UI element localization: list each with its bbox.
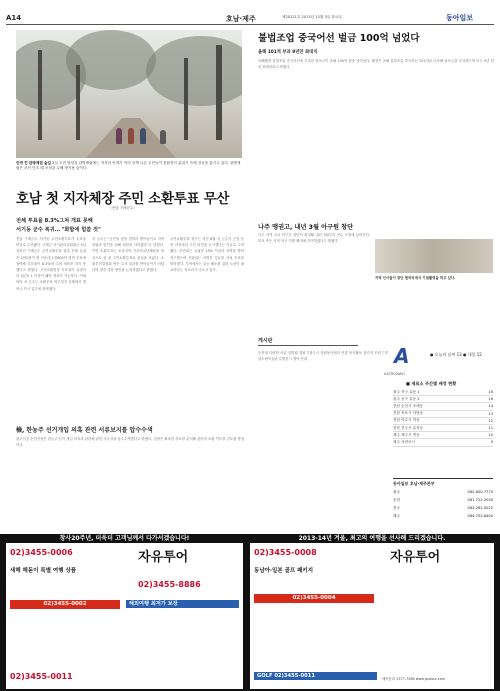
board-label: 게시판: [258, 338, 273, 344]
board-rule: [258, 345, 358, 346]
photo-caption: [16, 161, 242, 171]
table-row: 광주 북구 유동 1 18: [393, 389, 493, 396]
related-headline: 檢, 한농주 선거개입 의혹 관련 서류보지를 압수수색: [16, 427, 153, 434]
right-subheadline-1: 올해 101척 부과 9년만 최대치: [258, 50, 318, 55]
ad-right-phone: 02)3455-0008: [254, 548, 317, 557]
subheadline-1: 전체 투표율 8.3%그쳐 개표 못해: [16, 218, 93, 224]
subheadline-2: 서기동 군수 복귀… "화합에 힘쓸 것": [16, 227, 101, 233]
ad-left[interactable]: [6, 536, 243, 689]
related-body: 광주지검 순천지청은 한농주 선거 개입 의혹과 관련해 관련 사무실을 압수수색했다고 밝혔다. 검찰은 확보한 자료를 분석해 관련자 소환 여부를 검토할 방침이다.: [16, 437, 244, 448]
photo-caption-text: 2일 오전 담양읍 관방제림에는 자욱한 안개가 끼어 산책 나온 주민들이 몽환적인 분위기 속에 걸음을 옮기고 있다. 관방제림은 조선 인조 때 조성된 수해 방지용 숲이다.: [16, 161, 241, 170]
masthead-rule: [6, 24, 494, 25]
distribution-table-title: ■ 제표소 주간별 배정 현황: [406, 381, 457, 386]
contact-row: 제주 064-752-8400: [393, 514, 493, 518]
table-row: 광주 동구 유동 2 16: [393, 396, 493, 403]
table-row: 전북 전주시 효자동 11: [393, 425, 493, 432]
ad-left-phone4: 02)3455-0011: [10, 672, 73, 681]
ad-right-brand: 자유투어: [390, 550, 441, 565]
main-photo-fog-forest: [16, 30, 242, 158]
astronavi-logo: A: [394, 344, 410, 368]
body-column-2: 서 군수는 "군민의 뜻을 겸허히 받아들이고 지역 화합과 발전을 위해 최선을 다하겠다"고 말했다. 이번 소환투표는 호남지역 기초자치단체장을 대상으로 한 첫 주민소환투표로 관심을 모았다. 소환추진위원회 측은 투표 결과를 받아들이기 어렵다며 향후 대응 방안을 논의하겠다고 밝혔다.: [92, 237, 164, 273]
main-headline: 호남 첫 지자체장 주민 소환투표 무산: [16, 191, 230, 207]
ad-right-topbar: 2013-14년 겨울, 최고의 여행을 선사해 드리겠습니다.: [250, 534, 494, 543]
contact-title: 동아일보 호남·제주본부: [393, 481, 435, 486]
table-row: 전남 여수시 학동 12: [393, 418, 493, 425]
right-photo: [375, 239, 493, 273]
right-headline-1: 불법조업 중국어선 벌금 100억 넘었다: [258, 33, 420, 44]
astronavi-label: ASTRONAVI: [384, 372, 405, 376]
photo-caption-title: 안개 낀 관방제림 숲길: [16, 161, 51, 165]
ad-right-banner: 02)3455-0004: [254, 594, 374, 603]
ad-left-strip: 해외여행 최저가 보장: [126, 600, 239, 608]
contact-row: 광주 062-600-7770: [393, 490, 493, 494]
table-row: 제주 제주시 연동 10: [393, 432, 493, 439]
contact-row: 전주 063-282-0022: [393, 506, 493, 510]
right-body-1: 서해해경 불법조업 중국어선에 부과된 담보금이 올해 100억 원을 넘어섰다. 해경은 올해 불법조업 중국어선 101척을 나포해 담보금을 부과했으며 이는 9년 만의 최대치라고 밝혔다.: [258, 59, 494, 70]
board-body: 순천대 다양한 사업 설명회 개최 ▽광주시 자원봉사센터 연말 봉사활동 참가자 모집 ▽전남도립미술관 특별전시 개막 안내: [258, 351, 388, 362]
ad-left-phone2: 02)3455-8886: [138, 580, 201, 589]
body-column-1: 전남 구례군수 서기동 주민소환투표가 투표율 미달로 무산됐다. 구례군 선거관리위원회는 4일 치러진 구례군수 주민소환투표 결과 전체 유권자 2만2천여 명 가운데 1천800여 명만 투표에 참여해 투표율이 8.3%에 그쳐 개표를 하지 못했다고 밝혔다. 주민소환법상 투표율이 유권자의 3분의 1 이상이 돼야 개표가 가능하다. 이에 따라 서 군수는 소환투표 직무정지 상태에서 벗어나 즉시 업무에 복귀했다.: [16, 237, 86, 291]
section-title: 호남·제주: [226, 15, 256, 23]
headline-byline: 〈전남 구례군수〉: [108, 206, 138, 210]
issue-date: 제20121호 2013년 12월 3일 화요일: [282, 15, 342, 19]
ad-right-small: 예약문의 1577-7566 www.jautour.com: [382, 677, 445, 681]
right-body-2: 나주 지역 고교 야구부 창단이 확정돼 내년 3월부터 선수 모집에 들어간다. 학교 측은 지역 야구 저변 확대에 기여하겠다고 밝혔다.: [258, 233, 370, 244]
ad-right-golf-strip: GOLF 02)3455-0011: [254, 672, 377, 680]
ad-left-brand: 자유투어: [138, 550, 189, 565]
ad-right-promo: 동남아·일본 골프 패키지: [254, 568, 314, 574]
table-row: 전남 목포시 하당동 13: [393, 411, 493, 418]
table-row: 전남 순천시 조례동 14: [393, 403, 493, 410]
right-photo-caption: 지역 인사들이 창단 협약식에서 기념촬영을 하고 있다.: [375, 276, 456, 280]
ad-left-phone: 02)3455-0006: [10, 548, 73, 557]
table-row: 제주 서귀포시 9: [393, 439, 493, 446]
ad-left-topbar: 창사20주년, 더욱더 고객님께서 다가서겠습니다!: [6, 534, 243, 543]
contact-box: [393, 478, 493, 533]
body-column-3: 주민소환투표 청구는 지난 8월 서 군수가 군정 운영 과정에서 주민 의견을 무시했다는 이유로 시작됐다. 추진위는 유권자 15% 이상의 서명을 받아 청구했으며 선관위는 서명부 검토를 거쳐 투표를 발의했다. 지역에서는 갈등 해소를 위한 노력이 필요하다는 목소리가 나오고 있다.: [170, 237, 244, 273]
right-headline-2: 나주 맹권고, 내년 3월 아구원 창단: [258, 224, 354, 231]
weather-line: ● 오늘의 날씨 13 ● 내일 12: [430, 352, 482, 357]
ad-left-banner: 02)3455-0002: [10, 600, 120, 609]
distribution-table: [393, 389, 493, 447]
ad-left-promo: 새해 해돋이 특별 여행 상품: [10, 568, 77, 574]
contact-row: 순천 061-721-2030: [393, 498, 493, 502]
ad-right[interactable]: [250, 536, 494, 689]
page-number: A14: [6, 14, 22, 22]
newspaper-logo: 동아일보: [446, 14, 474, 22]
